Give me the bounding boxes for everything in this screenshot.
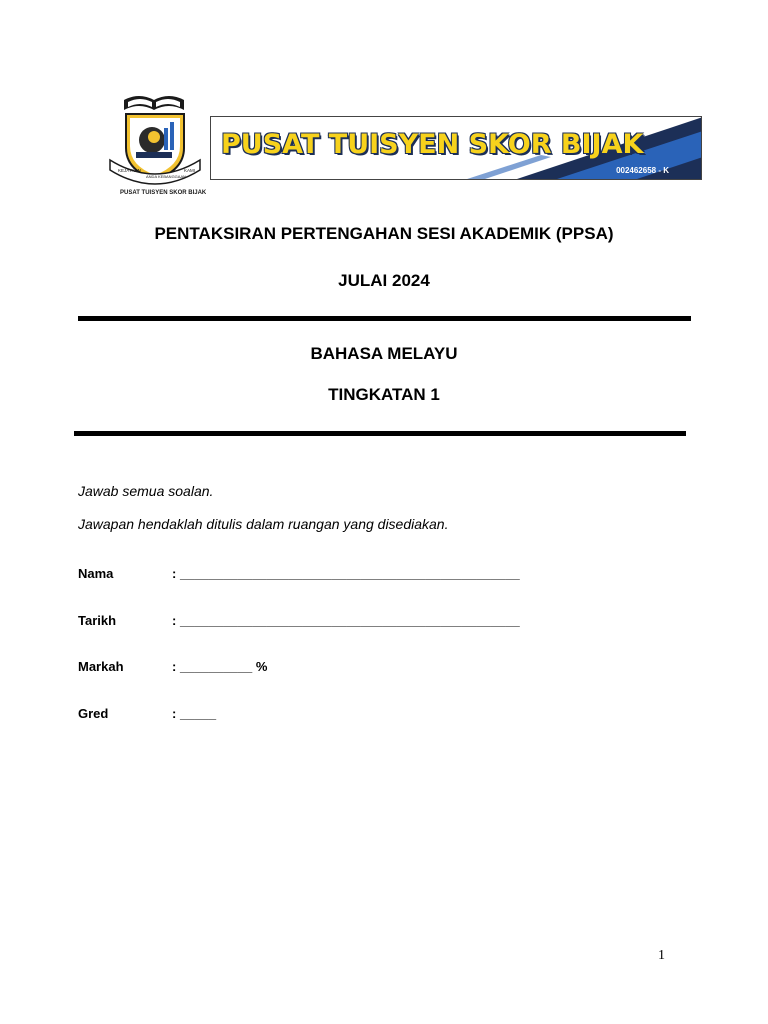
field-blank[interactable]: : _______________________________________________ — [172, 566, 520, 581]
field-markah — [78, 659, 267, 674]
field-blank[interactable]: : _____ — [172, 706, 217, 721]
divider-top — [78, 316, 691, 321]
logo-ring-text: PUSAT TUISYEN SKOR BIJAK — [120, 190, 206, 196]
instruction-1: Jawab semua soalan. — [78, 483, 214, 499]
field-tarikh — [78, 613, 520, 628]
logo-motto-left: KEJAYAAN — [118, 168, 141, 173]
field-label: Nama — [78, 566, 114, 581]
assessment-title: PENTAKSIRAN PERTENGAHAN SESI AKADEMIK (PPSA) — [154, 224, 614, 243]
logo-motto-mid: ANDA KEBANGGAAN — [146, 174, 187, 179]
assessment-date: JULAI 2024 — [338, 271, 430, 290]
banner-title: PUSAT TUISYEN SKOR BIJAK — [221, 129, 644, 160]
divider-bottom — [74, 431, 686, 436]
banner-registration: 002462658 - K — [616, 166, 669, 175]
level-title: TINGKATAN 1 — [328, 385, 440, 404]
subject-title: BAHASA MELAYU — [310, 344, 458, 363]
field-blank[interactable]: : __________ % — [172, 659, 268, 674]
school-logo — [104, 88, 206, 200]
field-label: Markah — [78, 659, 124, 674]
field-gred — [78, 706, 216, 721]
field-nama — [78, 566, 520, 581]
instruction-2: Jawapan hendaklah ditulis dalam ruangan yang disediakan. — [78, 516, 449, 532]
logo-motto-right: KAMI — [184, 168, 196, 173]
tuition-banner — [210, 116, 702, 180]
page-number: 1 — [658, 948, 665, 963]
field-blank[interactable]: : _______________________________________________ — [172, 613, 520, 628]
field-label: Tarikh — [78, 613, 117, 628]
field-label: Gred — [78, 706, 109, 721]
